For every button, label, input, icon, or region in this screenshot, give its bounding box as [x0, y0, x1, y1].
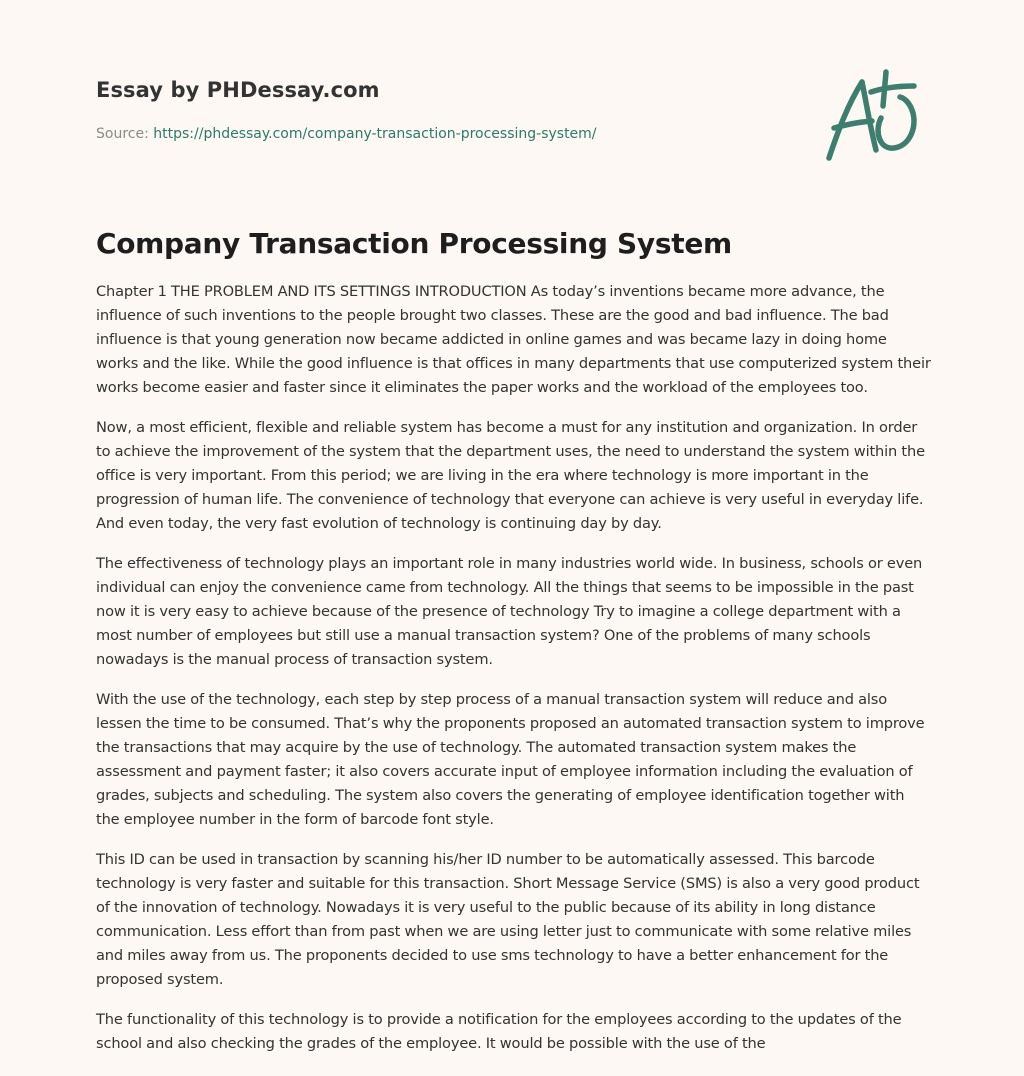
article-paragraph: This ID can be used in transaction by scanning his/her ID number to be automatically assessed. This barcode technology is very faster and suitable for this transaction. Short Message Service (SMS) is also a very good product of the innovation of technology. Nowadays it is very useful to the public because of its ability in long distance communication. Less effort than from past when we are using letter just to communicate with some relative miles and miles away from us. The proponents decided to use sms technology to have a better enhancement for the proposed system.: [96, 851, 920, 988]
article-paragraph: The effectiveness of technology plays an important role in many industries world wide. In business, schools or even individual can enjoy the convenience came from technology. All the things that seems to be impossible in the past now it is very easy to achieve because of the presence of technology Try to imagine a college department with a most number of employees but still use a manual transaction system? One of the problems of many schools nowadays is the manual process of transaction system.: [96, 555, 923, 668]
article-paragraph: The functionality of this technology is to provide a notification for the employees according to the updates of the school and also checking the grades of the employee. It would be possible with the use of the: [96, 1011, 902, 1052]
source-link[interactable]: https://phdessay.com/company-transaction-processing-system/: [153, 126, 597, 142]
article-paragraph: Chapter 1 THE PROBLEM AND ITS SETTINGS INTRODUCTION As today’s inventions became more advance, the influence of such inventions to the people brought two classes. These are the good and bad influence. The bad influence is that young generation now became addicted in online games and was became lazy in doing home works and the like. While the good influence is that offices in many departments that use computerized system their works become easier and faster since it eliminates the paper works and the workload of the employees too.: [96, 283, 931, 396]
source-label: Source:: [96, 126, 149, 142]
article-title: Company Transaction Processing System: [96, 227, 732, 260]
site-brand: Essay by PHDessay.com: [96, 78, 380, 102]
page-header: [96, 76, 696, 144]
a-plus-logo-icon: [820, 66, 930, 166]
source-line: [96, 124, 696, 144]
article-paragraph: With the use of the technology, each step by step process of a manual transaction system will reduce and also lessen the time to be consumed. That’s why the proponents proposed an automated transaction system to improve the transactions that may acquire by the use of technology. The automated transaction system makes the assessment and payment faster; it also covers accurate input of employee information including the evaluation of grades, subjects and scheduling. The system also covers the generating of employee identification together with the employee number in the form of barcode font style.: [96, 691, 925, 828]
article: [96, 224, 932, 1072]
article-paragraph: Now, a most efficient, flexible and reliable system has become a must for any institution and organization. In order to achieve the improvement of the system that the department uses, the need to understand the system within the office is very important. From this period; we are living in the era where technology is more important in the progression of human life. The convenience of technology that everyone can achieve is very useful in everyday life. And even today, the very fast evolution of technology is continuing day by day.: [96, 419, 925, 532]
